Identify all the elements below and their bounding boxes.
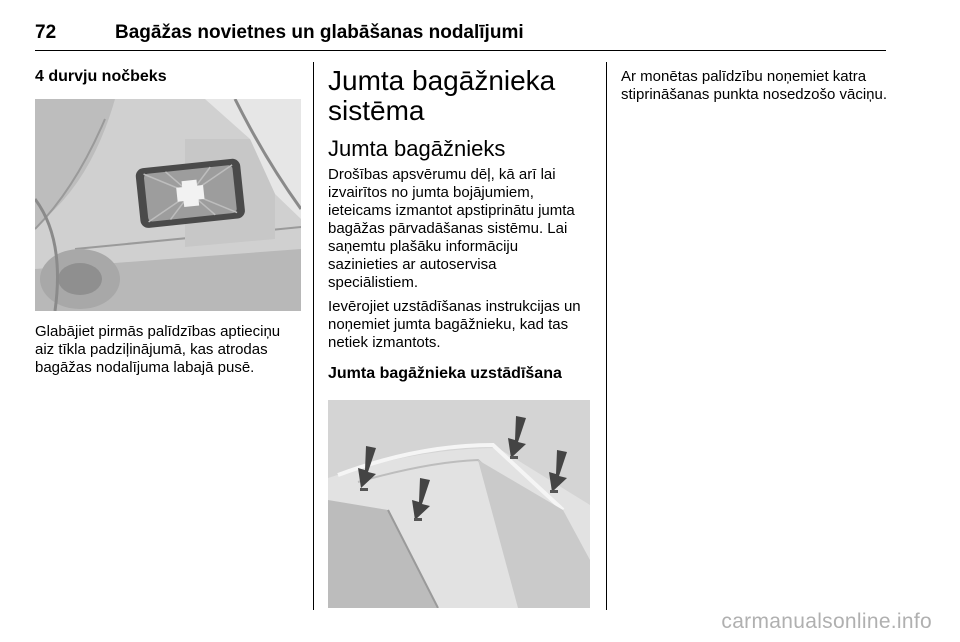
column-2: [328, 62, 590, 608]
installation-subheading: Jumta bagāžnieka uzstādīšana: [328, 365, 562, 382]
watermark: carmanualsonline.info: [721, 610, 932, 633]
column-separator-2: [606, 62, 607, 610]
trunk-first-aid-kit-illustration: [35, 99, 301, 311]
page-number: 72: [35, 22, 57, 43]
page-title: Bagāžas novietnes un glabāšanas nodalījumi: [115, 22, 524, 43]
header-rule: [35, 50, 886, 51]
column-separator-1: [313, 62, 314, 610]
subsection-title: Jumta bagāžnieks: [328, 136, 506, 161]
roof-rack-mounting-points-illustration: [328, 400, 590, 608]
sedan-heading: 4 durvju nočbeks: [35, 68, 167, 85]
column-1: [35, 62, 301, 383]
section-title: Jumta bagāžnieka sistēma: [328, 65, 556, 126]
column-3: [621, 62, 887, 110]
roof-rack-paragraph-2: Ievērojiet uzstādīšanas instrukcijas un noņemiet jumta bagāžnieku, kad tas netiek izmantots.: [328, 298, 581, 351]
roof-rack-paragraph-1: Drošības apsvērumu dēļ, kā arī lai izvairītos no jumta bojājumiem, ieteicams izmantot apstiprinātu jumta bagāžas pārvadāšanas sistēmu. Lai saņemtu plašāku informāciju sazinieties ar autoservisa speciālistiem.: [328, 166, 575, 291]
cover-removal-paragraph: Ar monētas palīdzību noņemiet katra stiprināšanas punkta nosedzošo vāciņu.: [621, 68, 888, 103]
sedan-paragraph: Glabājiet pirmās palīdzības aptieciņu aiz tīkla padziļinājumā, kas atrodas bagāžas nodalījuma labajā pusē.: [35, 323, 281, 376]
